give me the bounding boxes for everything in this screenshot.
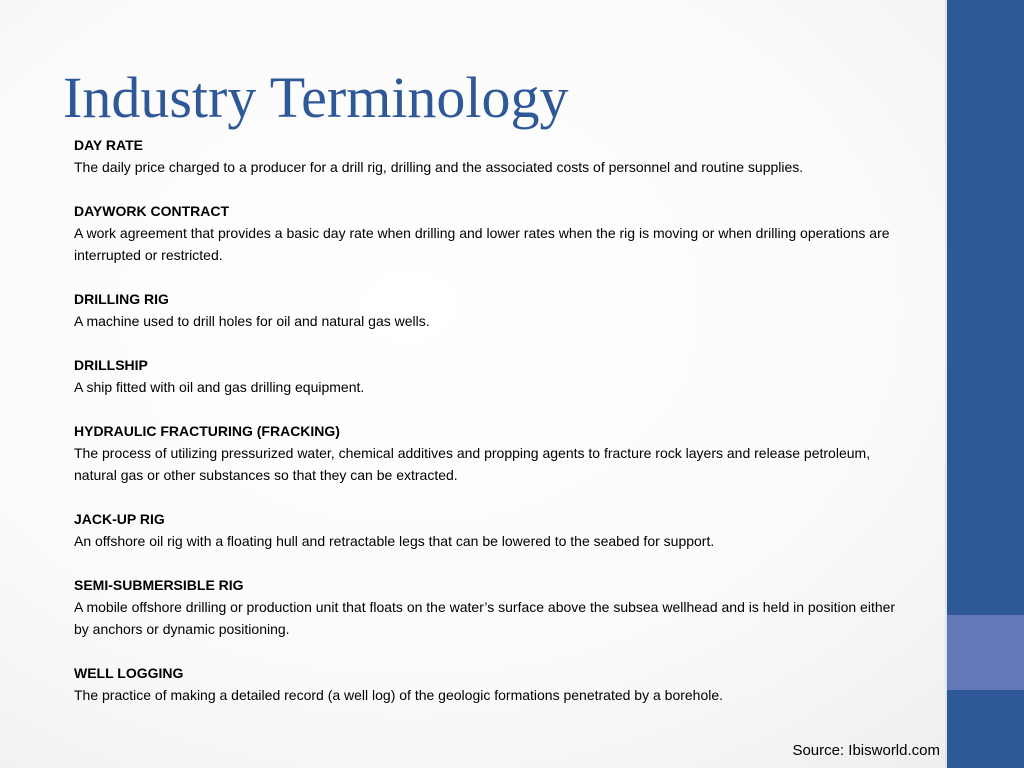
term-definition: A work agreement that provides a basic day rate when drilling and lower rates when the rig is moving or when drilling operations are interrupted or restricted. — [74, 225, 890, 263]
term-name: JACK-UP RIG — [74, 511, 165, 527]
term-list — [74, 134, 904, 728]
term-item-drillship — [74, 354, 904, 398]
term-definition: An offshore oil rig with a floating hull and retractable legs that can be lowered to the seabed for support. — [74, 533, 715, 549]
source-citation: Source: Ibisworld.com — [792, 742, 940, 759]
term-definition: A machine used to drill holes for oil and natural gas wells. — [74, 313, 430, 329]
term-item-hydraulic-fracturing — [74, 420, 904, 486]
term-name: DAYWORK CONTRACT — [74, 203, 230, 219]
term-name: SEMI-SUBMERSIBLE RIG — [74, 577, 244, 593]
term-item-daywork-contract — [74, 200, 904, 266]
term-name: HYDRAULIC FRACTURING (FRACKING) — [74, 423, 340, 439]
term-definition: The daily price charged to a producer for a drill rig, drilling and the associated costs of personnel and routine supplies. — [74, 159, 804, 175]
slide-title: Industry Terminology — [63, 65, 569, 130]
side-bar-accent — [947, 615, 1024, 690]
term-definition: A mobile offshore drilling or production unit that floats on the water’s surface above the subsea wellhead and is held in position either by anchors or dynamic positioning. — [74, 599, 896, 637]
term-item-day-rate — [74, 134, 904, 178]
term-definition: A ship fitted with oil and gas drilling equipment. — [74, 379, 365, 395]
term-name: DRILLING RIG — [74, 291, 169, 307]
term-item-jack-up-rig — [74, 508, 904, 552]
term-item-well-logging — [74, 662, 904, 706]
term-definition: The process of utilizing pressurized water, chemical additives and propping agents to fracture rock layers and release petroleum, natural gas or other substances so that they can be extracted. — [74, 445, 871, 483]
term-name: WELL LOGGING — [74, 665, 184, 681]
term-item-semi-submersible-rig — [74, 574, 904, 640]
term-item-drilling-rig — [74, 288, 904, 332]
term-name: DRILLSHIP — [74, 357, 148, 373]
term-definition: The practice of making a detailed record (a well log) of the geologic formations penetrated by a borehole. — [74, 687, 724, 703]
term-name: DAY RATE — [74, 137, 143, 153]
